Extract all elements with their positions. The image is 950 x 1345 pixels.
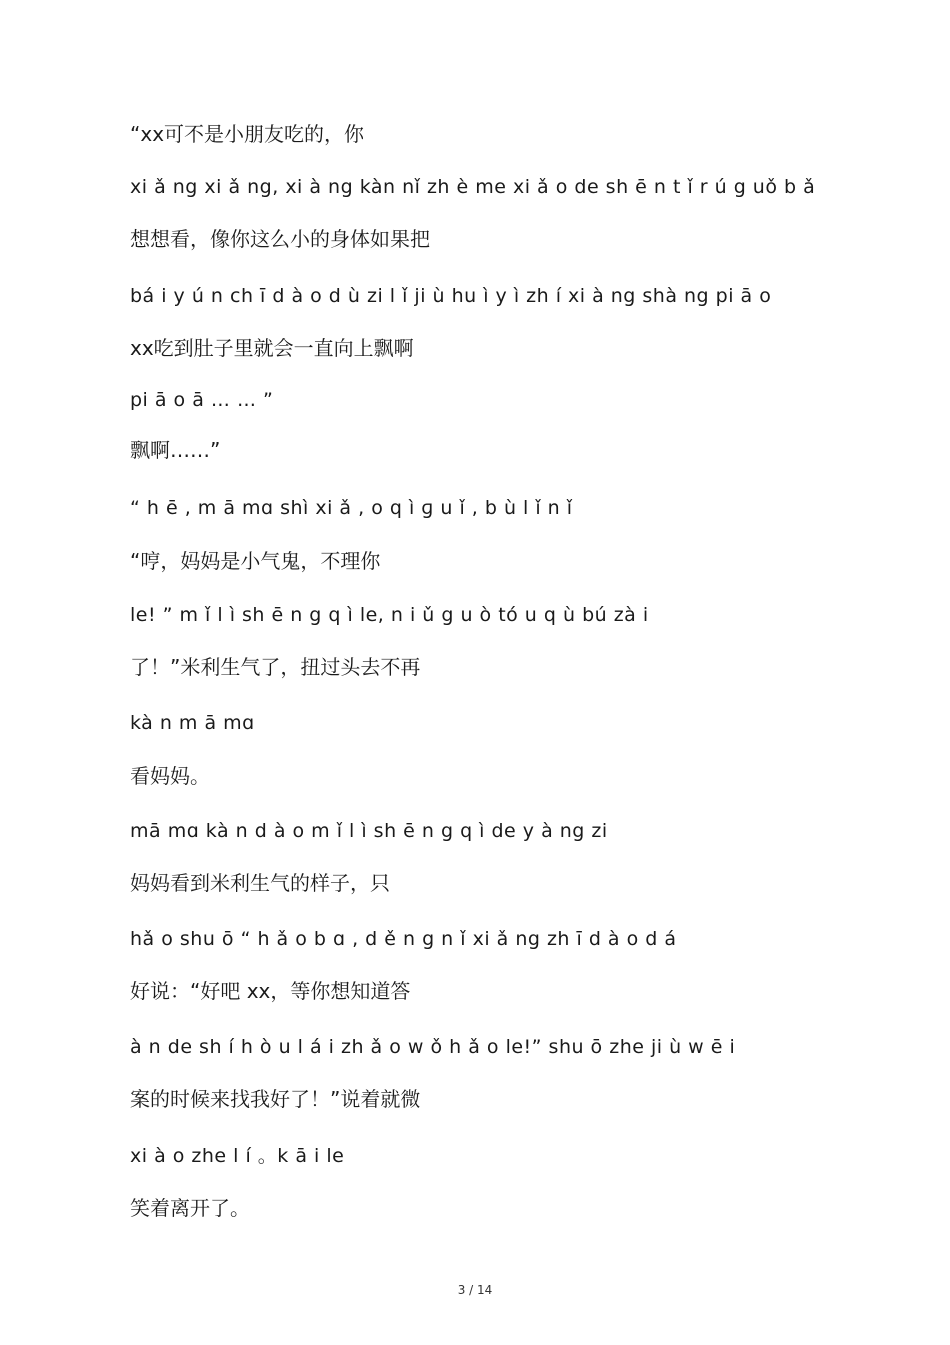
text-line-hanzi: 看妈妈。 [130,764,210,788]
text-line-hanzi: “xx可不是小朋友吃的，你 [130,122,365,146]
text-line-hanzi: “哼，妈妈是小气鬼，不理你 [130,549,381,573]
text-line-pinyin: le! ” m ǐ l ì sh ē n g q ì le, n i ǔ g u ò tó u q ù bú zà i [130,604,649,626]
text-line-hanzi: 妈妈看到米利生气的样子，只 [130,871,390,895]
text-line-pinyin: bá i y ú n ch ī d à o d ù zi l ǐ ji ù hu ì y ì zh í xi à ng shà ng pi ā o [130,285,772,307]
text-line-hanzi: 想想看，像你这么小的身体如果把 [130,227,430,251]
text-line-hanzi: 好说：“好吧 xx，等你想知道答 [130,979,411,1003]
text-line-hanzi: 案的时候来找我好了！”说着就微 [130,1087,421,1111]
text-line-pinyin: xi ǎ ng xi ǎ ng, xi à ng kàn nǐ zh è me xi ǎ o de sh ē n t ǐ r ú g uǒ b ǎ [130,176,816,198]
text-line-pinyin: hǎ o shu ō “ h ǎ o b ɑ , d ě n g n ǐ xi ǎ ng zh ī d à o d á [130,928,677,950]
text-line-pinyin: à n de sh í h ò u l á i zh ǎ o w ǒ h ǎ o le!” shu ō zhe ji ù w ē i [130,1036,736,1058]
text-line-hanzi: xx吃到肚子里就会一直向上飘啊 [130,336,414,360]
text-line-hanzi: 了！”米利生气了，扭过头去不再 [130,655,421,679]
text-line-hanzi: 飘啊……” [130,438,221,462]
text-line-hanzi: 笑着离开了。 [130,1196,250,1220]
page-number: 3 / 14 [457,1283,493,1297]
text-line-pinyin: pi ā o ā … … ” [130,389,274,411]
text-line-pinyin: “ h ē , m ā mɑ shì xi ǎ , o q ì ɡ u ǐ , b ù l ǐ n ǐ [130,497,573,519]
text-line-pinyin: xi à o zhe l í 。k ā i le [130,1145,345,1167]
text-line-pinyin: kà n m ā mɑ [130,712,255,734]
text-line-pinyin: mā mɑ kà n d à o m ǐ l ì sh ē n g q ì de y à ng zi [130,820,608,842]
